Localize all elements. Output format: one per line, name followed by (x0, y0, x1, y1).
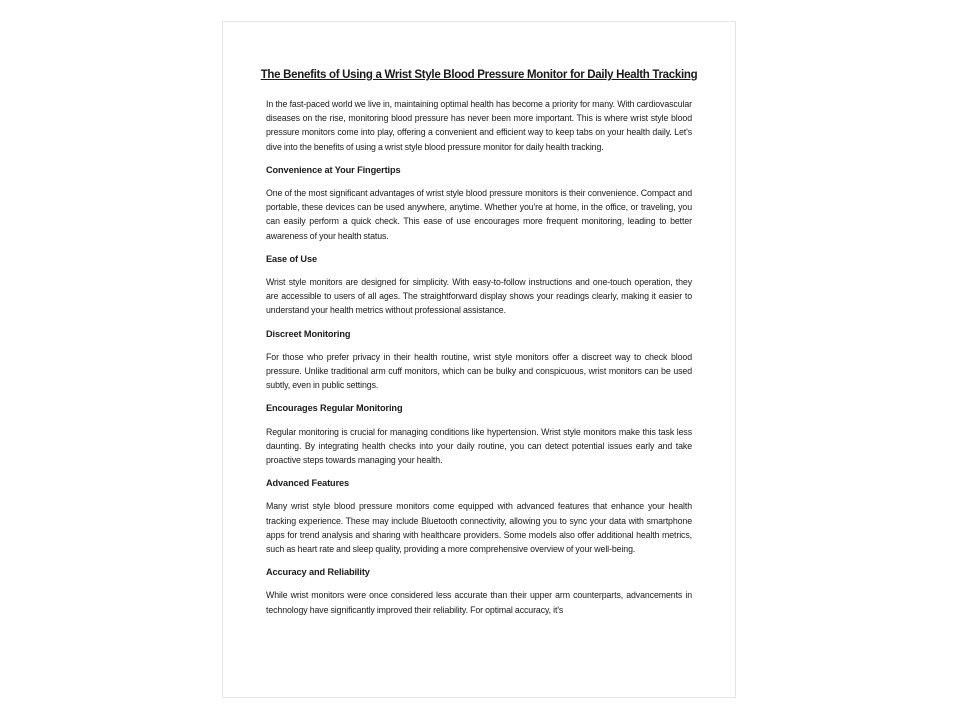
document-title: The Benefits of Using a Wrist Style Blood Pressure Monitor for Daily Health Tracking (260, 69, 698, 81)
section-body-advanced-features: Many wrist style blood pressure monitors come equipped with advanced features that enhance your health tracking experience. These may include Bluetooth connectivity, allowing you to sync your data with smartphone apps for trend analysis and sharing with healthcare providers. Some models also offer additional health metrics, such as heart rate and sleep quality, providing a more comprehensive overview of your well-being. (266, 501, 692, 555)
section-heading-regular-monitoring: Encourages Regular Monitoring (266, 403, 403, 414)
section-body-regular-monitoring: Regular monitoring is crucial for managing conditions like hypertension. Wrist style monitors make this task less daunting. By integrating health checks into your daily routine, you can detect potential issues early and take proactive steps towards managing your health. (266, 426, 692, 466)
section-heading-advanced-features: Advanced Features (266, 478, 350, 489)
section-body-convenience: One of the most significant advantages of wrist style blood pressure monitors is their convenience. Compact and portable, these devices can be used anywhere, anytime. Whether you're at home, in the office, or traveling, you can easily perform a quick check. This ease of use encourages more frequent monitoring, leading to better awareness of your health status. (266, 188, 692, 241)
section-body-accuracy-reliability: While wrist monitors were once considered less accurate than their upper arm counterparts, advancements in technology have significantly improved their reliability. For optimal accuracy, it's (266, 590, 692, 615)
section-heading-discreet-monitoring: Discreet Monitoring (266, 328, 351, 339)
document-content (223, 22, 735, 617)
section-body-discreet-monitoring: For those who prefer privacy in their health routine, wrist style monitors offer a discreet way to check blood pressure. Unlike traditional arm cuff monitors, which can be bulky and conspicuous, wrist monitors can be used subtly, even in public settings. (266, 351, 692, 391)
document-page (222, 21, 736, 698)
section-body-ease-of-use: Wrist style monitors are designed for simplicity. With easy-to-follow instructions and one-touch operation, they are accessible to users of all ages. The straightforward display shows your readings clearly, making it easier to understand your health metrics without professional assistance. (266, 277, 692, 316)
intro-paragraph: In the fast-paced world we live in, maintaining optimal health has become a priority for many. With cardiovascular diseases on the rise, monitoring blood pressure has never been more important. This is where wrist style blood pressure monitors come into play, offering a convenient and efficient way to keep tabs on your health daily. Let's dive into the benefits of using a wrist style blood pressure monitor for daily health tracking. (266, 99, 692, 152)
section-heading-convenience: Convenience at Your Fingertips (266, 164, 401, 175)
section-heading-accuracy-reliability: Accuracy and Reliability (266, 567, 370, 578)
section-heading-ease-of-use: Ease of Use (266, 253, 317, 264)
